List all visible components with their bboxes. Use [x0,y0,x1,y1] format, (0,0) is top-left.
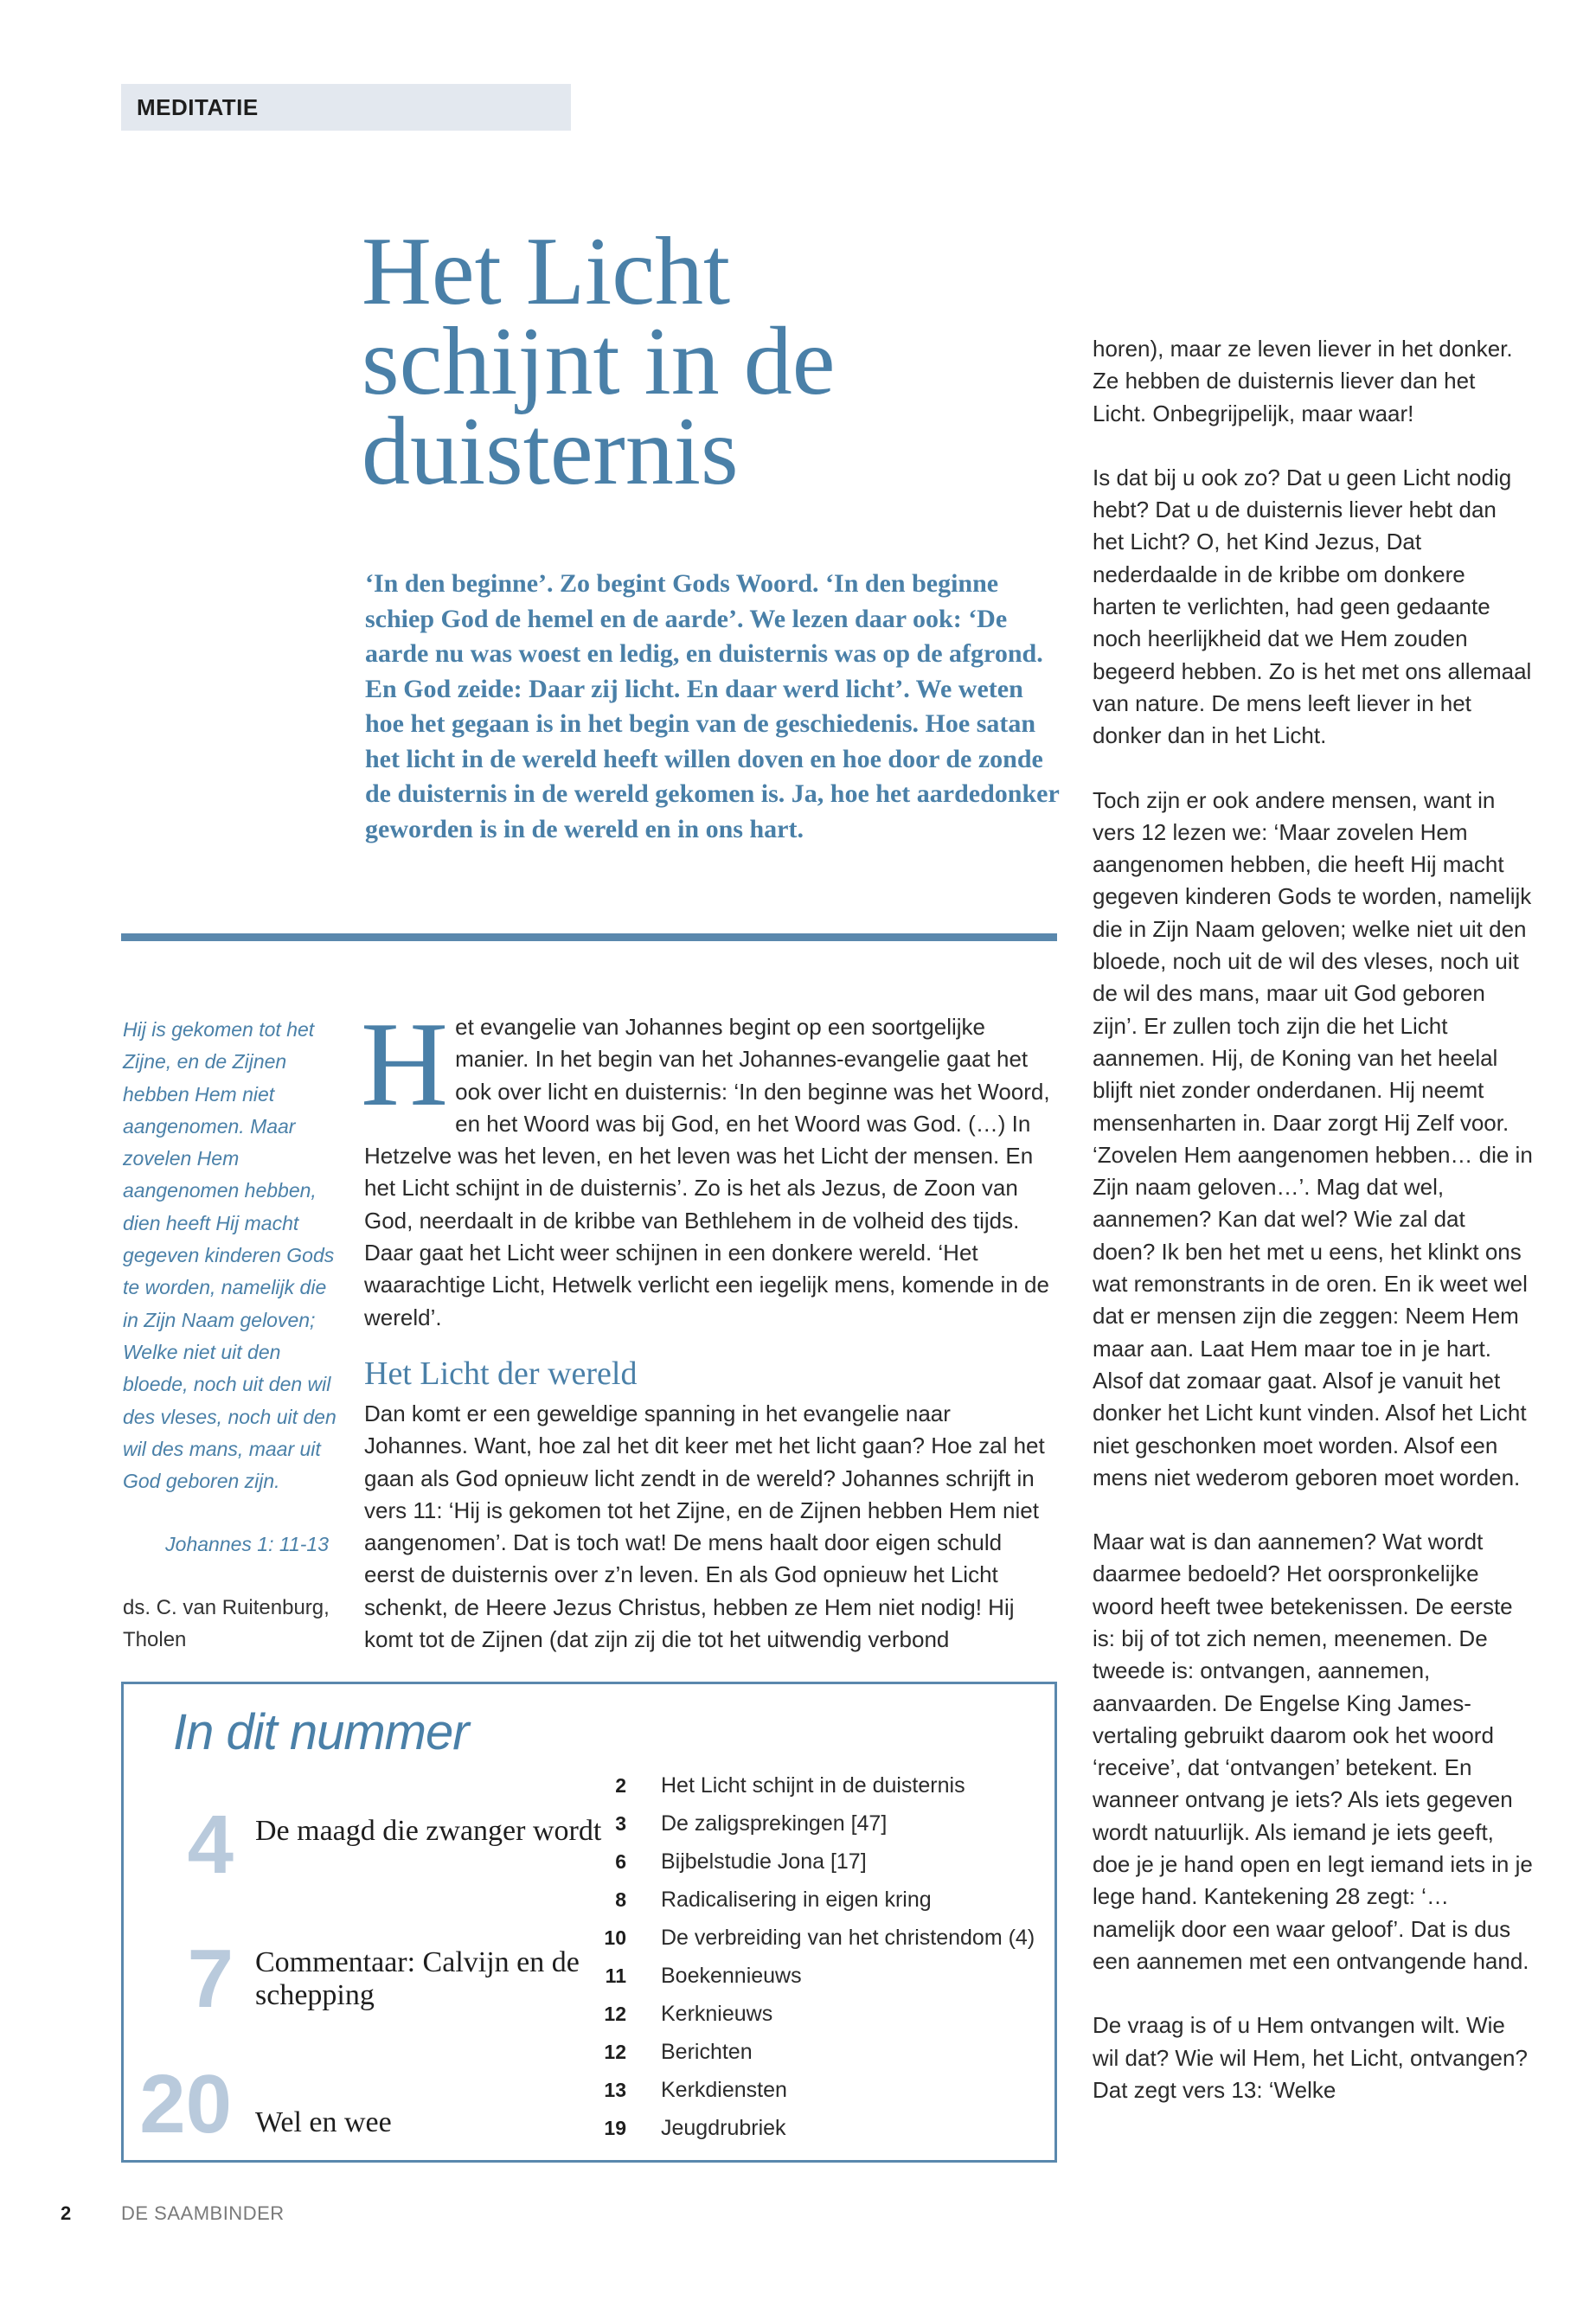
toc-item-label: Bijbelstudie Jona [17] [661,1849,867,1874]
toc-item[interactable] [588,1957,1055,1995]
toc-title: In dit nummer [173,1704,469,1760]
toc-item-label: Kerkdiensten [661,2077,787,2102]
toc-feature-page: 4 [187,1798,234,1891]
toc-item-page: 2 [615,1773,626,1797]
toc-item-page: 8 [615,1888,626,1911]
toc-item-label: De zaligsprekingen [47] [661,1811,888,1836]
toc-list [588,1766,1055,2147]
toc-item[interactable] [588,1843,1055,1881]
drop-cap: H [361,997,449,1131]
toc-item-page: 6 [615,1849,626,1873]
toc-item-page: 12 [604,2040,626,2063]
main-paragraph [361,997,1054,1334]
main-paragraph-text: et evangelie van Johannes begint op een soortgelijke manier. In het begin van het Johannes-evangelie gaat het ook over licht en duisternis: ‘In den beginne was het Woord, en het Woord was bij God, en het Woord was God. (…) In Hetzelve was het leven, en het leven was het Licht der mensen. En het Licht schijnt in de duisternis’. Zo is het als Jezus, de Zoon van God, neerdaalt in de kribbe van Bethlehem in de volheid des tijds. Daar gaat het Licht weer schijnen in een donkere wereld. ‘Het waarachtige Licht, Hetwelk verlicht een iegelijk mens, komende in de wereld’. [364,1014,1050,1330]
toc-item-label: Boekennieuws [661,1963,802,1988]
magazine-name: DE SAAMBINDER [121,2202,285,2224]
toc-item[interactable] [588,1804,1055,1843]
page-number: 2 [61,2202,72,2224]
toc-item[interactable] [588,1766,1055,1804]
section-label: MEDITATIE [121,84,571,131]
article-intro: ‘In den beginne’. Zo begint Gods Woord. ‘In den beginne schiep God de hemel en de aarde’. We lezen daar ook: ‘De aarde nu was woest en ledig, en duisternis was op de afgrond. En God zeide: Daar zij licht. En daar werd licht’. We weten hoe het gegaan is in het begin van de geschiedenis. Hoe satan het licht in de wereld heeft willen doven en hoe door de zonde de duisternis in de wereld gekomen is. Ja, hoe het aardedonker geworden is in de wereld en in ons hart. [365,569,1060,843]
headline-line: duisternis [362,398,739,505]
section-divider [121,933,1057,941]
toc-item-label: Het Licht schijnt in de duisternis [661,1772,965,1798]
headline-line: Het Licht [362,218,731,325]
right-column-paragraph: Toch zijn er ook andere mensen, want in vers 12 lezen we: ‘Maar zovelen Hem aangenomen hebben, die heeft Hij macht gegeven kinderen Gods te worden, namelijk die in Zijn Naam geloven; welke niet uit den bloede, noch uit de wil des vleses, noch uit de wil des mans, maar uit God geboren zijn’. Er zullen toch zijn die het Licht aannemen. Hij, de Koning van het heelal blijft niet zonder onderdanen. Hij neemt mensenharten in. Daar zorgt Hij Zelf voor. ‘Zovelen Hem aangenomen hebben… die in Zijn naam geloven…’. Mag dat wel, aannemen? Kan dat wel? Wie zal dat doen? Ik ben het met u eens, het klinkt ons wat remonstrants in de oren. En ik weet wel dat er mensen zijn die zeggen: Neem Hem maar aan. Laat Hem maar toe in je hart. Alsof dat zomaar gaat. Alsof je vanuit het donker het Licht kunt vinden. Alsof het Licht niet geschonken moet worden. Alsof een mens niet wederom geboren moet worden. [1093,786,1533,1490]
toc-feature-title: Wel en wee [255,2106,392,2138]
toc-item-page: 13 [604,2078,626,2101]
toc-item-page: 19 [604,2116,626,2139]
toc-item[interactable] [588,1881,1055,1919]
toc-feature-title: De maagd die zwanger wordt [255,1815,602,1847]
sidebar-quote: Hij is gekomen tot het Zijne, en de Zijnen hebben Hem niet aangenomen. Maar zovelen Hem aangenomen hebben, dien heeft Hij macht gegeven kinderen Gods te worden, namelijk die in Zijn Naam geloven; Welke niet uit den bloede, noch uit den wil des vleses, noch uit den wil des mans, maar uit God geboren zijn. [123,1018,337,1493]
right-column-paragraph: De vraag is of u Hem ontvangen wilt. Wie wil dat? Wie wil Hem, het Licht, ontvangen? Dat zegt vers 13: ‘Welke [1093,2012,1528,2103]
right-column-paragraph: horen), maar ze leven liever in het donker. Ze hebben de duisternis liever dan het Licht. Onbegrijpelijk, maar waar! [1093,336,1513,426]
toc-feature-title: Commentaar: Calvijn en de schepping [255,1946,580,2011]
main-paragraph: Dan komt er een geweldige spanning in het evangelie naar Johannes. Want, hoe zal het dit keer met het licht gaan? Hoe zal het gaan als God opnieuw licht zendt in de wereld? Johannes schrijft in vers 11: ‘Hij is gekomen tot het Zijne, en de Zijnen hebben Hem niet aangenomen’. Dat is toch wat! De mens haalt door eigen schuld eerst de duisternis over z’n leven. En als God opnieuw het Licht schenkt, de Heere Jezus Christus, hebben ze Hem niet nodig! Hij komt tot de Zijnen (dat zijn zij die tot het uitwendig verbond [364,1400,1045,1653]
toc-feature-page: 7 [187,1932,234,2025]
toc-item-page: 12 [604,2002,626,2025]
headline-line: schijnt in de [362,308,836,415]
toc-item-label: De verbreiding van het christendom (4) [661,1925,1035,1950]
toc-item-label: Berichten [661,2039,753,2064]
toc-item-label: Radicalisering in eigen kring [661,1887,932,1912]
toc-item[interactable] [588,2109,1055,2147]
article-subheading: Het Licht der wereld [364,1356,638,1392]
toc-item-page: 10 [604,1926,626,1949]
article-author: ds. C. van Ruitenburg, Tholen [123,1596,330,1651]
sidebar-quote-reference: Johannes 1: 11-13 [165,1533,329,1555]
toc-item-page: 11 [605,1964,626,1987]
toc-item[interactable] [588,1995,1055,2033]
right-column-paragraph: Is dat bij u ook zo? Dat u geen Licht nodig hebt? Dat u de duisternis liever hebt dan het Licht? O, het Kind Jezus, Dat nederdaalde in de kribbe om donkere harten te verlichten, had geen gedaante noch heerlijkheid dat we Hem zouden begeerd hebben. Zo is het met ons allemaal van nature. De mens leeft liever in het donker dan in het Licht. [1093,464,1532,749]
toc-item-label: Jeugdrubriek [661,2115,786,2140]
toc-item[interactable] [588,1919,1055,1957]
toc-item[interactable] [588,2033,1055,2071]
right-column [1093,333,1534,2138]
toc-item-page: 3 [615,1811,626,1835]
toc-item-label: Kerknieuws [661,2001,773,2026]
toc-item[interactable] [588,2071,1055,2109]
toc-feature-page: 20 [139,2058,232,2150]
article-headline [362,218,1071,505]
right-column-paragraph: Maar wat is dan aannemen? Wat wordt daarmee bedoeld? Het oorspronkelijke woord heeft twee betekenissen. De eerste is: bij of tot zich nemen, meenemen. De tweede is: ontvangen, aannemen, aanvaarden. De Engelse King James-vertaling gebruikt daarom ook het woord ‘receive’, dat ‘ontvangen’ betekent. En wanneer ontvang je iets? Als iets gegeven wordt natuurlijk. Als iemand je iets geeft, doe je je hand open en legt iemand iets in je lege hand. Kantekening 28 zegt: ‘… namelijk door een waar geloof’. Dat is dus een aannemen met een ontvangende hand. [1093,1529,1533,1974]
